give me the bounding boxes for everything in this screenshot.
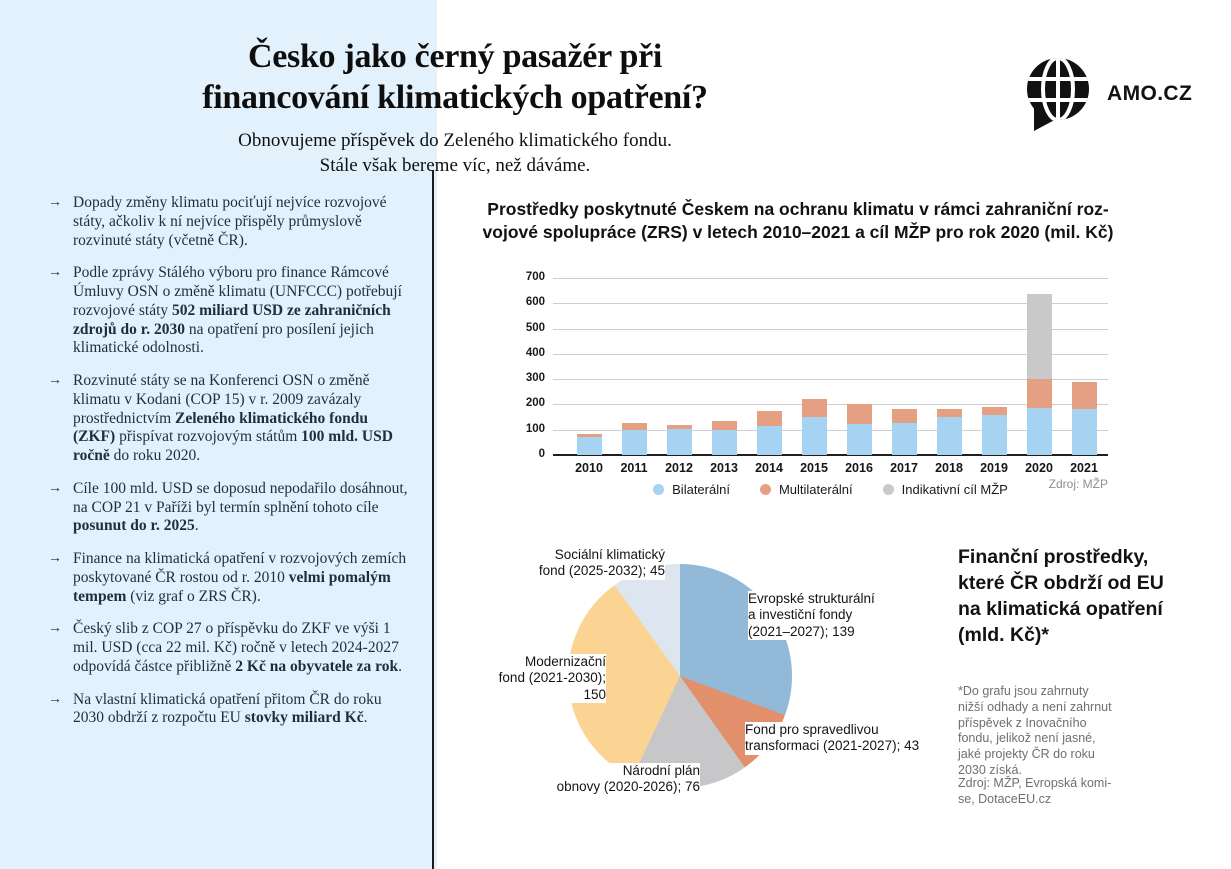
bar-2010-bilater-ln-	[577, 437, 602, 455]
pie-label-just-transition-fund: Fond pro spravedlivou transformaci (2021-2027); 43	[745, 722, 920, 754]
pie-label-social-climate-fund: Sociální klimatický fond (2025-2032); 45	[453, 547, 665, 580]
bar-2011-multilater-ln-	[622, 423, 647, 430]
arrow-bullet-icon: →	[48, 373, 62, 388]
bar-2017-bilater-ln-	[892, 423, 917, 455]
bar-2014-multilater-ln-	[757, 411, 782, 426]
gridline	[553, 303, 1108, 304]
bar-2019-multilater-ln-	[982, 407, 1007, 415]
bar-2014-bilater-ln-	[757, 426, 782, 455]
legend-dot-icon	[760, 484, 771, 495]
bar-chart-plot	[525, 270, 1108, 475]
pie-label-modernisation-fund: Modernizační fond (2021-2030); 150	[455, 654, 606, 703]
bar-2019-bilater-ln-	[982, 415, 1007, 455]
x-axis-tick-label: 2019	[980, 461, 1008, 475]
bar-2016-bilater-ln-	[847, 424, 872, 455]
x-axis-tick-label: 2012	[665, 461, 693, 475]
arrow-bullet-icon: →	[48, 551, 62, 566]
bullet-text: Cíle 100 mld. USD se doposud nepodařilo dosáhnout, na COP 21 v Paříži byl termín splnění tohoto cíle posunut do r. 2025.	[73, 479, 408, 535]
bullet-text: Dopady změny klimatu pociťují nejvíce rozvojové státy, ačkoliv k ní nejvíce přispěly průmyslově rozvinuté státy (včetně ČR).	[73, 194, 387, 249]
gridline	[553, 329, 1108, 330]
arrow-bullet-icon: →	[48, 480, 62, 496]
x-axis-tick-label: 2017	[890, 461, 918, 475]
legend-label: Multilaterální	[778, 482, 853, 497]
y-axis-tick-label: 700	[525, 271, 545, 283]
x-axis-tick-label: 2015	[800, 461, 828, 475]
y-axis-tick-label: 600	[525, 296, 545, 309]
page-title: Česko jako černý pasažér při financování klimatických opatření?	[202, 38, 708, 117]
legend-item-bilater-ln-	[653, 482, 730, 497]
gridline	[553, 354, 1108, 355]
y-axis-tick-label: 300	[525, 372, 545, 385]
globe-speech-bubble-icon	[1022, 55, 1094, 133]
list-item	[48, 620, 412, 676]
arrow-bullet-icon: →	[48, 265, 62, 281]
bar-2016-multilater-ln-	[847, 404, 872, 423]
list-item	[48, 691, 412, 729]
vertical-divider	[432, 170, 434, 869]
bullet-text: Rozvinuté státy se na Konferenci OSN o změně klimatu v Kodani (COP 15) v r. 2009 zavázaly prostřednictvím Zeleného klimatického fondu (ZKF) přispívat rozvojovým státům 100 mld. USD ročně do roku 2020.	[73, 372, 393, 464]
logo-text: AMO.CZ	[1107, 82, 1193, 105]
pie-label-esif: Evropské strukturální a investiční fondy (2021–2027); 139	[748, 591, 875, 639]
x-axis-tick-label: 2020	[1025, 461, 1053, 475]
y-axis-tick-label: 500	[525, 321, 545, 334]
legend-label: Indikativní cíl MŽP	[901, 482, 1008, 497]
bullet-text: Podle zprávy Stálého výboru pro finance Rámcové Úmluvy OSN o změně klimatu (UNFCCC) potřebují rozvojové státy 502 miliard USD ze zahraničních zdrojů do r. 2030 na opatření pro posílení jejich klimatické odolnosti.	[73, 264, 402, 357]
bar-chart-title: Prostředky poskytnuté Českem na ochranu klimatu v rámci zahraniční roz- vojové spolupráce (ZRS) v letech 2010–2021 a cíl MŽP pro rok 2020 (mil. Kč)	[482, 199, 1114, 243]
bar-2011-bilater-ln-	[622, 430, 647, 455]
list-item	[48, 264, 412, 358]
legend-dot-icon	[883, 484, 894, 495]
page-header	[105, 36, 805, 178]
y-axis-tick-label: 100	[525, 422, 545, 435]
bar-2012-multilater-ln-	[667, 425, 692, 429]
bar-2021-multilater-ln-	[1072, 382, 1097, 409]
x-axis-tick-label: 2010	[575, 461, 603, 475]
arrow-bullet-icon: →	[48, 195, 62, 210]
key-points-list	[48, 194, 412, 742]
arrow-bullet-icon: →	[48, 691, 62, 707]
bar-2017-multilater-ln-	[892, 409, 917, 423]
y-axis-tick-label: 0	[538, 448, 545, 460]
gridline	[553, 278, 1108, 279]
bar-2013-multilater-ln-	[712, 421, 737, 430]
bullet-text: Na vlastní klimatická opatření přitom ČR do roku 2030 obdrží z rozpočtu EU stovky miliard Kč.	[73, 690, 382, 727]
x-axis-tick-label: 2021	[1070, 461, 1098, 475]
right-panel-footnote: *Do grafu jsou zahrnuty nižší odhady a není zahrnut příspěvek z Inovačního fondu, jelikož není jasné, jaké projekty ČR do roku 2030 získá.	[958, 684, 1112, 777]
bar-2010-multilater-ln-	[577, 434, 602, 437]
page-subtitle: Obnovujeme příspěvek do Zeleného klimatického fondu. Stále však bereme víc, než dáváme.	[238, 129, 672, 177]
bullet-text: Finance na klimatická opatření v rozvojových zemích poskytované ČR rostou od r. 2010 velmi pomalým tempem (viz graf o ZRS ČR).	[73, 550, 407, 605]
pie-label-national-recovery-plan: Národní plán obnovy (2020-2026); 76	[510, 763, 700, 796]
list-item	[48, 550, 412, 606]
bar-2020-bilater-ln-	[1027, 408, 1052, 455]
bar-2018-bilater-ln-	[937, 417, 962, 455]
x-axis-tick-label: 2018	[935, 461, 963, 475]
bar-chart-source: Zdroj: MŽP	[1048, 477, 1108, 491]
gridline	[553, 404, 1108, 405]
right-panel-heading: Finanční prostředky, které ČR obdrží od EU na klimatická opatření (mld. Kč)*	[958, 546, 1164, 646]
bar-2018-multilater-ln-	[937, 409, 962, 417]
bar-2012-bilater-ln-	[667, 429, 692, 455]
gridline	[553, 379, 1108, 380]
y-axis-tick-label: 200	[525, 397, 545, 410]
x-axis-tick-label: 2016	[845, 461, 873, 475]
legend-dot-icon	[653, 484, 664, 495]
bar-2015-multilater-ln-	[802, 399, 827, 417]
bar-2020-multilater-ln-	[1027, 379, 1052, 408]
y-axis-tick-label: 400	[525, 346, 545, 359]
legend-item-multilater-ln-	[760, 482, 853, 497]
amo-logo	[1022, 55, 1192, 133]
bar-2021-bilater-ln-	[1072, 409, 1097, 455]
list-item	[48, 372, 412, 466]
x-axis-tick-label: 2014	[755, 461, 783, 475]
right-panel-source: Zdroj: MŽP, Evropská komi- se, DotaceEU.cz	[958, 776, 1112, 806]
bar-2020-indikativn-c-l-m-p	[1027, 294, 1052, 378]
x-axis-tick-label: 2013	[710, 461, 738, 475]
bar-2015-bilater-ln-	[802, 417, 827, 455]
bullet-text: Český slib z COP 27 o příspěvku do ZKF ve výši 1 mil. USD (cca 22 mil. Kč) ročně v letech 2024-2027 odpovídá částce přibližně 2 Kč na obyvatele za rok.	[73, 620, 403, 675]
arrow-bullet-icon: →	[48, 621, 62, 637]
x-axis-tick-label: 2011	[620, 461, 648, 475]
bar-chart-legend	[553, 482, 1108, 497]
list-item	[48, 480, 412, 536]
bar-2013-bilater-ln-	[712, 430, 737, 455]
legend-label: Bilaterální	[672, 482, 730, 497]
list-item	[48, 194, 412, 250]
legend-item-indikativn-c-l-m-p	[883, 482, 1008, 497]
